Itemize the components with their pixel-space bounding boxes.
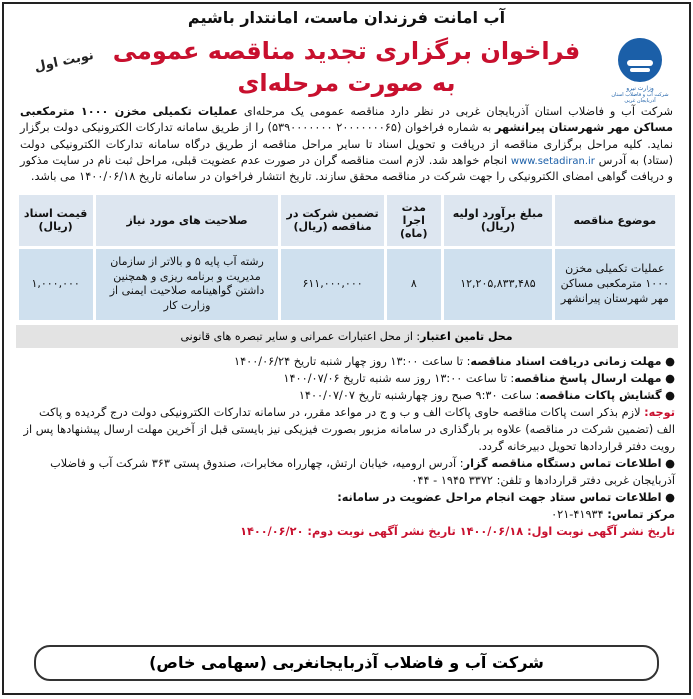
call-center <box>18 507 675 524</box>
header-doc-price: قیمت اسناد (ریال) <box>17 193 94 247</box>
opening-date-label: گشایش پاکات مناقصه <box>539 389 662 403</box>
note <box>18 405 675 456</box>
contact-text: : آدرس ارومیه، خیابان ارتش، چهارراه مخابرات، صندوق پستی ۳۶۳ شرکت آب و فاضلاب آذربایجان غربی دفتر قراردادها و تلفن: ۳۳۷۲ ۱۹۴۵ - ۰۴۴ <box>50 456 675 487</box>
notice-title <box>4 35 689 100</box>
call-center-number: ۴۱۹۳۴-۰۲۱ <box>551 507 608 521</box>
notice-title-line2: به صورت مرحله‌ای <box>237 69 456 98</box>
logo-subcaption: شرکت آب و فاضلاب استان آذربایجان غربی <box>611 92 669 104</box>
intro-part2: به شماره فراخوان (۲۰۰۰۰۰۰۰۶۵ ۵۳۹۰۰۰۰۰۰۰) را از طریق سامانه تدارکات الکترونیکی دولت برگزار نماید. کلیه مراحل برگزاری مناقصه از دریافت و تحویل اسناد تا سایر مراحل مناقصه از طریق درگاه سامانه تدارکات الکترونیکی دولت (ستاد) به آدرس <box>20 121 673 167</box>
intro-paragraph <box>4 100 689 186</box>
table-header-row <box>17 193 676 247</box>
header-duration: مدت اجرا (ماه) <box>385 193 442 247</box>
submission-deadline-text: : تا ساعت ۱۳:۰۰ روز سه شنبه تاریخ ۱۴۰۰/۰۷/۰۶ <box>283 372 515 386</box>
pub2-date: ۱۴۰۰/۰۶/۲۰ <box>240 524 308 538</box>
header-qualifications: صلاحیت های مورد نیاز <box>94 193 280 247</box>
submission-deadline-label: مهلت ارسال پاسخ مناقصه <box>514 372 662 386</box>
publication-dates <box>18 524 675 541</box>
opening-date: ● گشایش پاکات مناقصه: ساعت ۹:۳۰ صبح روز چهارشنبه تاریخ ۱۴۰۰/۰۷/۰۷ <box>298 389 675 403</box>
company-footer: شرکت آب و فاضلاب آذربایجانغربی (سهامی خاص) <box>34 645 659 681</box>
doc-deadline: ● مهلت زمانی دریافت اسناد مناقصه: تا ساعت ۱۳:۰۰ روز چهار شنبه تاریخ ۱۴۰۰/۰۶/۲۴ <box>234 355 675 369</box>
tender-table <box>16 192 678 323</box>
note-text: لازم بذکر است پاکات مناقصه حاوی پاکات الف و ب و ج در مواعد مقرر، در سامانه تدارکات الکترونیکی دولت درج گردیده و پاکت الف (تضمین شرکت در مناقصه) علاوه بر بارگذاری در سامانه مزبور بصورت فیزیکی نیز بایستی قبل از آخرین مهلت ارسال پیشنهادها پس از رویت دفتر قراردادها تحویل دبیرخانه گردد. <box>23 405 675 453</box>
tender-notice <box>2 2 691 695</box>
pub1-date: ۱۴۰۰/۰۶/۱۸ <box>459 524 528 538</box>
cell-qualifications: رشته آب پایه ۵ و بالاتر از سازمان مدیریت و برنامه ریزی و همچنین داشتن گواهینامه صلاحیت ایمنی از وزارت کار <box>94 247 280 321</box>
publication-round-stamp: نوبت اول <box>33 47 95 76</box>
setad-website-link[interactable]: www.setadiran.ir <box>510 155 595 167</box>
funding-source <box>16 325 678 348</box>
cell-estimate: ۱۲,۲۰۵,۸۳۳,۴۸۵ <box>442 247 553 321</box>
contact-label: اطلاعات تماس دستگاه مناقصه گزار <box>463 456 662 470</box>
intro-part1: شرکت آب و فاضلاب استان آذربایجان غربی در نظر دارد مناقصه عمومی یک مرحله‌ای <box>238 104 673 118</box>
company-logo <box>605 38 675 114</box>
pub2-label: تاریخ نشر آگهی نوبت دوم: <box>307 524 460 538</box>
setad-contact-label: اطلاعات تماس ستاد جهت انجام مراحل عضویت در سامانه: <box>337 490 662 504</box>
funding-label: محل تامین اعتبار <box>420 330 513 344</box>
header-guarantee: تضمین شرکت در مناقصه (ریال) <box>280 193 386 247</box>
notice-title-line1: فراخوان برگزاری تجدید مناقصه عمومی <box>112 37 581 65</box>
note-label: توجه: <box>644 405 675 419</box>
org-motto: آب امانت فرزندان ماست، امانتدار باشیم <box>187 8 506 27</box>
cell-duration: ۸ <box>385 247 442 321</box>
water-drop-icon <box>618 38 662 82</box>
intro-part3: انجام خواهد شد. لازم است مناقصه گران در صورت عدم عضویت قبلی، مراحل ثبت نام در سایت مذکور و دریافت گواهی امضای الکترونیکی را جهت شرکت در مناقصه محقق سازند. تاریخ انتشار فراخوان در سامانه تاریخ ۱۴۰۰/۰۶/۱۸ می باشد. <box>20 153 673 184</box>
header-subject: موضوع مناقصه <box>554 193 676 247</box>
submission-deadline: ● مهلت ارسال پاسخ مناقصه: تا ساعت ۱۳:۰۰ روز سه شنبه تاریخ ۱۴۰۰/۰۷/۰۶ <box>283 372 675 386</box>
funding-text: : از محل اعتبارات عمرانی و سایر تبصره های قانونی <box>180 330 421 344</box>
contact-info: ● اطلاعات تماس دستگاه مناقصه گزار: آدرس ارومیه، خیابان ارتش، چهارراه مخابرات، صندوق پستی ۳۶۳ شرکت آب و فاضلاب آذربایجان غربی دفتر قراردادها و تلفن: ۳۳۷۲ ۱۹۴۵ - ۰۴۴ <box>50 456 675 487</box>
cell-guarantee: ۶۱۱,۰۰۰,۰۰۰ <box>280 247 386 321</box>
pub1-label: تاریخ نشر آگهی نوبت اول: <box>527 524 675 538</box>
cell-subject: عملیات تکمیلی مخزن ۱۰۰۰ مترمکعبی مساکن مهر شهرستان پیرانشهر <box>554 247 676 321</box>
setad-contact: ● اطلاعات تماس ستاد جهت انجام مراحل عضویت در سامانه: <box>337 490 675 504</box>
tender-details <box>4 348 689 540</box>
doc-deadline-label: مهلت زمانی دریافت اسناد مناقصه <box>470 355 662 369</box>
logo-caption: وزارت نیرو <box>626 85 654 92</box>
table-row <box>17 247 676 321</box>
cell-doc-price: ۱,۰۰۰,۰۰۰ <box>17 247 94 321</box>
intro-project-name: عملیات تکمیلی مخزن ۱۰۰۰ مترمکعبی مساکن مهر شهرستان پیرانشهر <box>20 104 674 135</box>
call-center-label: مرکز تماس: <box>607 507 675 521</box>
header-estimate: مبلغ برآورد اولیه (ریال) <box>442 193 553 247</box>
opening-date-text: : ساعت ۹:۳۰ صبح روز چهارشنبه تاریخ ۱۴۰۰/۰۷/۰۷ <box>298 389 540 403</box>
doc-deadline-text: : تا ساعت ۱۳:۰۰ روز چهار شنبه تاریخ ۱۴۰۰/۰۶/۲۴ <box>234 355 471 369</box>
